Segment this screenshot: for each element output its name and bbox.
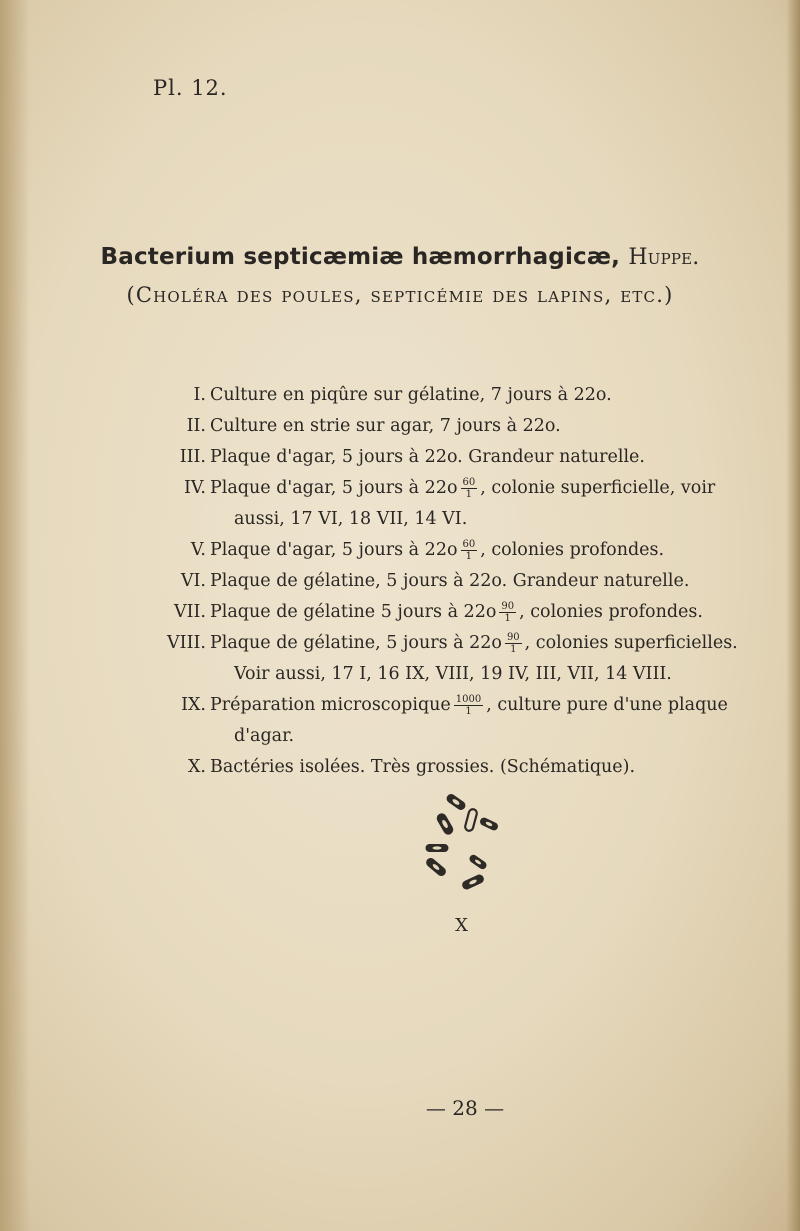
item-text: Culture en strie sur agar, 7 jours à 22o. xyxy=(210,416,561,436)
item-text-tail: , colonie superficielle, voir xyxy=(480,478,716,498)
bacterium-cell xyxy=(464,808,477,831)
bacterium-cell xyxy=(425,857,447,877)
magnification-fraction xyxy=(454,694,483,717)
legend-item-5 xyxy=(150,535,760,566)
fraction-denominator: 1 xyxy=(505,643,522,655)
legend-item-4 xyxy=(150,473,760,504)
legend-item-8 xyxy=(150,628,760,659)
item-text: Plaque d'agar, 5 jours à 22o. Grandeur naturelle. xyxy=(210,447,645,467)
plate-label: Pl. 12. xyxy=(153,76,228,100)
magnification-fraction xyxy=(505,632,522,655)
page-title xyxy=(0,244,800,270)
item-number: X. xyxy=(187,757,206,777)
item-number: VIII. xyxy=(167,633,206,653)
item-text-tail: , culture pure d'une plaque xyxy=(486,695,728,715)
legend-item-2 xyxy=(150,411,760,442)
legend-item-6 xyxy=(150,566,760,597)
item-text: Bactéries isolées. Très grossies. (Schématique). xyxy=(210,757,636,777)
item-number: VI. xyxy=(180,571,206,591)
legend-item-7 xyxy=(150,597,760,628)
item-text: Plaque de gélatine, 5 jours à 22o. Grandeur naturelle. xyxy=(210,571,690,591)
item-number: III. xyxy=(179,447,206,467)
item-text-tail: , colonies profondes. xyxy=(480,540,665,560)
item-text: Plaque d'agar, 5 jours à 22o xyxy=(210,478,458,498)
magnification-fraction xyxy=(461,477,478,500)
item-text: Plaque de gélatine 5 jours à 22o xyxy=(210,602,497,622)
magnification-fraction xyxy=(461,539,478,562)
item-text: Plaque d'agar, 5 jours à 22o xyxy=(210,540,458,560)
item-number: IV. xyxy=(183,478,206,498)
fraction-denominator: 1 xyxy=(454,705,483,717)
legend-item-9-continuation: d'agar. xyxy=(234,726,295,746)
page-number: — 28 — xyxy=(425,1096,505,1120)
bacterium-cell xyxy=(469,854,488,870)
item-text-tail: , colonies superficielles. xyxy=(524,633,738,653)
item-text: Plaque de gélatine, 5 jours à 22o xyxy=(210,633,502,653)
legend-item-9 xyxy=(150,690,760,721)
item-text: Préparation microscopique xyxy=(210,695,451,715)
bacterium-cell xyxy=(426,845,448,852)
fraction-numerator: 60 xyxy=(462,477,476,488)
fraction-numerator: 1000 xyxy=(455,694,482,705)
legend-item-3 xyxy=(150,442,760,473)
item-number: VII. xyxy=(173,602,206,622)
item-number: I. xyxy=(193,385,206,405)
bacterium-cell xyxy=(479,817,498,831)
magnification-fraction xyxy=(499,601,516,624)
fraction-denominator: 1 xyxy=(499,612,516,624)
bacterium-cell xyxy=(461,874,484,890)
page-subtitle: (Choléra des poules, septicémie des lapins, etc.) xyxy=(126,283,674,307)
title-species: Bacterium septicæmiæ hæmorrhagicæ, xyxy=(100,244,621,270)
item-number: IX. xyxy=(181,695,206,715)
item-number: V. xyxy=(190,540,206,560)
item-number: II. xyxy=(186,416,206,436)
fraction-denominator: 1 xyxy=(461,488,478,500)
item-text: Culture en piqûre sur gélatine, 7 jours à 22o. xyxy=(210,385,612,405)
legend-list xyxy=(150,380,760,783)
title-author: Huppe. xyxy=(628,245,700,270)
item-text-tail: , colonies profondes. xyxy=(519,602,703,622)
fraction-numerator: 60 xyxy=(462,539,476,550)
fraction-denominator: 1 xyxy=(461,550,478,562)
page-edge-left xyxy=(0,0,30,1231)
fraction-numerator: 90 xyxy=(506,632,520,643)
bacterium-cell xyxy=(446,793,467,811)
bacteria-illustration xyxy=(415,790,505,890)
legend-item-8-continuation: Voir aussi, 17 I, 16 IX, VIII, 19 IV, III, VII, 14 VIII. xyxy=(234,664,672,684)
legend-item-1 xyxy=(150,380,760,411)
legend-item-4-continuation: aussi, 17 VI, 18 VII, 14 VI. xyxy=(234,509,468,529)
legend-item-10 xyxy=(150,752,760,783)
page-edge-right xyxy=(786,0,800,1231)
bacterium-cell xyxy=(436,812,455,836)
fraction-numerator: 90 xyxy=(501,601,515,612)
figure-label: X xyxy=(455,915,468,936)
